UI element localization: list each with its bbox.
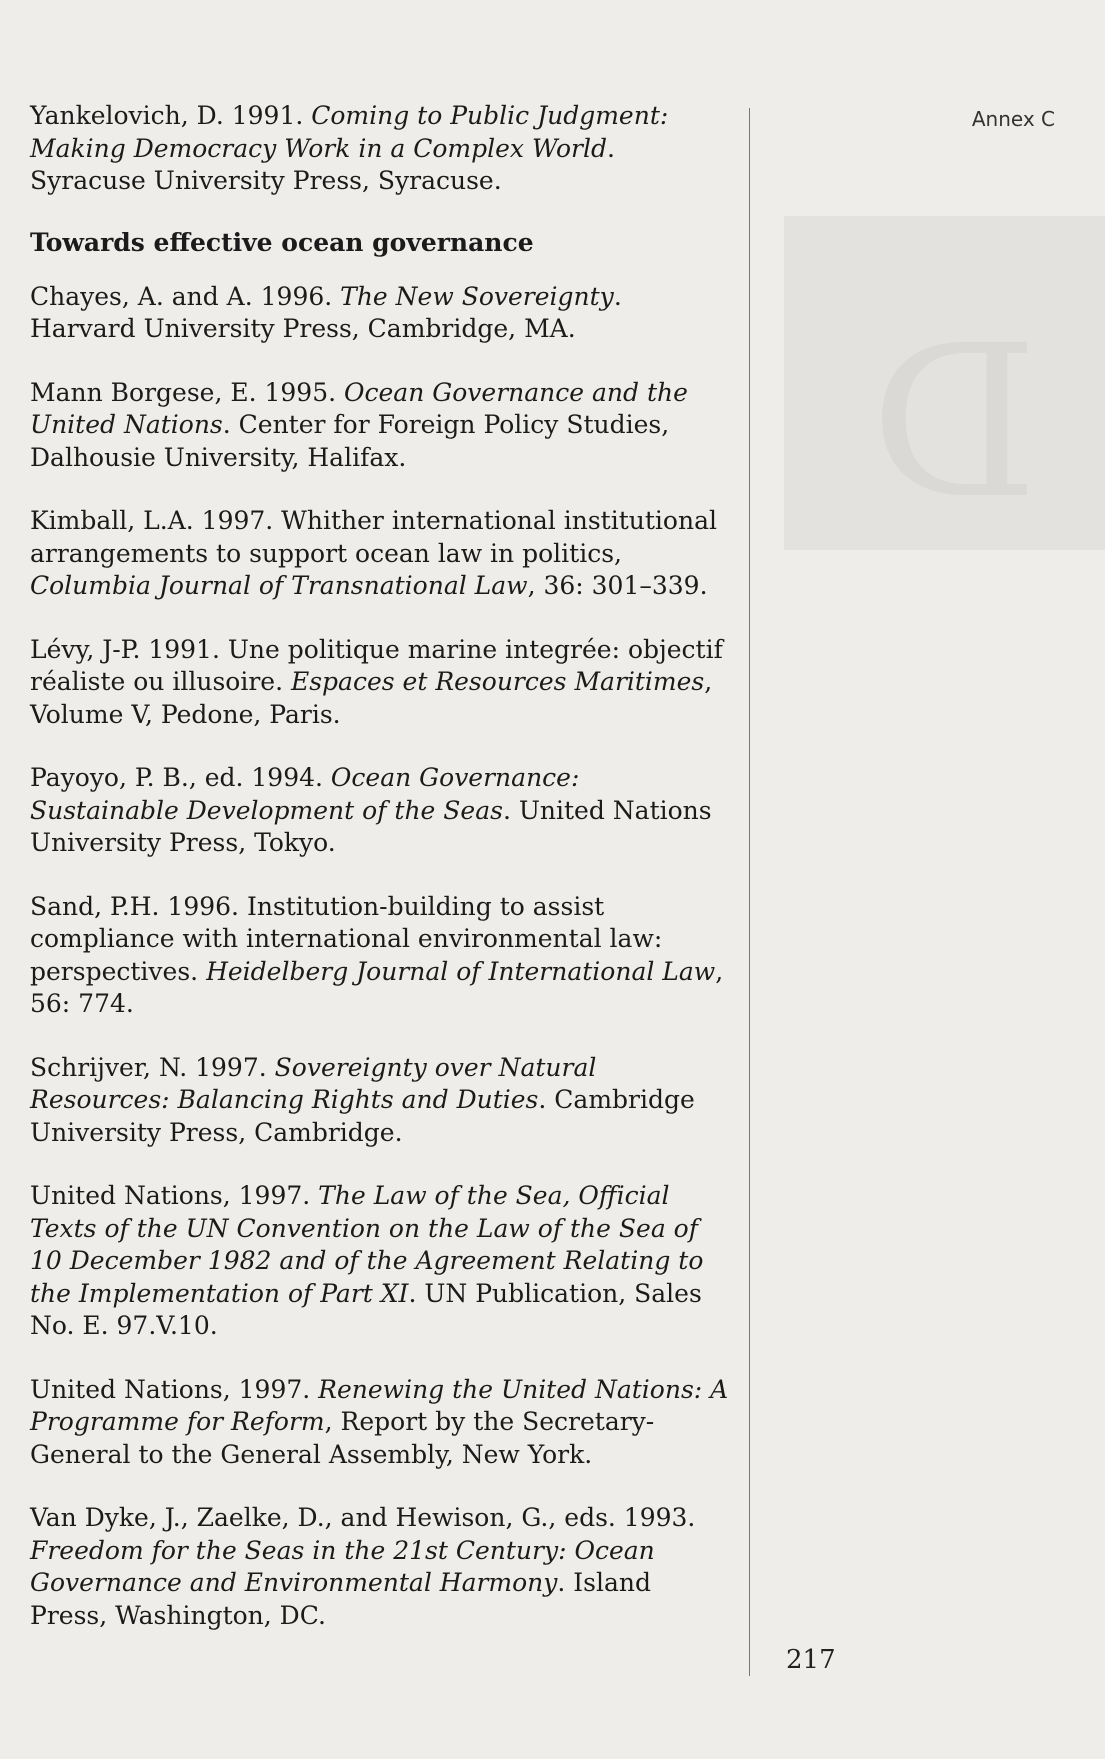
reference-publisher: , 56: 774. xyxy=(30,956,724,1018)
reference-author-year: Yankelovich, D. 1991. xyxy=(30,101,312,130)
page-number: 217 xyxy=(786,1645,836,1675)
reference-author-year: United Nations, 1997. xyxy=(30,1374,319,1404)
reference-publisher: . UN Publication, Sales No. E. 97.V.10. xyxy=(30,1278,702,1340)
reference-publisher: . Center for Foreign Policy Studies, Dalhousie University, Halifax. xyxy=(30,410,670,472)
reference-item xyxy=(30,1052,730,1150)
reference-item xyxy=(30,377,730,475)
reference-author-year: Sand, P.H. 1996. Institution-building to assist compliance with international environmental law: perspectives. xyxy=(30,891,663,986)
reference-author-year: Payoyo, P. B., ed. 1994. xyxy=(30,763,331,792)
reference-title: Coming to Public Judgment: Making Democracy Work in a Complex World xyxy=(30,101,669,163)
reference-item xyxy=(30,1180,730,1343)
reference-list xyxy=(30,100,730,1663)
reference-item xyxy=(30,1374,730,1472)
reference-publisher: . Syracuse University Press, Syracuse. xyxy=(30,133,615,195)
reference-title: Espaces et Resources Maritimes xyxy=(290,667,705,696)
reference-item xyxy=(30,505,730,603)
reference-title: Renewing the United Nations: A Programme for Reform xyxy=(30,1374,729,1436)
reference-publisher: , Volume V, Pedone, Paris. xyxy=(30,667,713,729)
reference-publisher: . Cambridge University Press, Cambridge. xyxy=(30,1085,695,1147)
reference-author-year: Kimball, L.A. 1997. Whither international institutional arrangements to support ocean law in politics, xyxy=(30,506,717,568)
reference-author-year: Mann Borgese, E. 1995. xyxy=(30,377,345,407)
reference-item xyxy=(30,891,730,1021)
reference-title: The Law of the Sea, Official Texts of the UN Convention on the Law of the Sea of 10 December 1982 and of the Agreement Relating to the Implementation of Part XI xyxy=(30,1181,704,1308)
reference-author-year: Chayes, A. and A. 1996. xyxy=(30,281,341,311)
reference-author-year: Van Dyke, J., Zaelke, D., and Hewison, G., eds. 1993. xyxy=(30,1503,696,1532)
reference-title: The New Sovereignty xyxy=(340,281,614,311)
reference-author-year: Lévy, J-P. 1991. Une politique marine integrée: objectif réaliste ou illusoire. xyxy=(30,634,723,696)
reference-item xyxy=(30,281,730,346)
reference-item xyxy=(30,762,730,860)
reference-publisher: . Harvard University Press, Cambridge, MA. xyxy=(30,281,622,343)
reference-publisher: . United Nations University Press, Tokyo. xyxy=(30,795,712,857)
reference-item xyxy=(30,100,730,198)
reference-publisher: , Report by the Secretary-General to the General Assembly, New York. xyxy=(30,1407,655,1469)
reference-item xyxy=(30,1502,730,1632)
reference-author-year: Schrijver, N. 1997. xyxy=(30,1052,275,1082)
reference-title: Heidelberg Journal of International Law xyxy=(206,956,716,986)
column-divider xyxy=(749,108,750,1676)
section-heading: Towards effective ocean governance xyxy=(30,227,534,257)
reference-title: Columbia Journal of Transnational Law xyxy=(30,571,528,600)
reference-title: Ocean Governance: Sustainable Development of the Seas xyxy=(30,763,580,825)
reference-publisher: . Island Press, Washington, DC. xyxy=(30,1568,652,1630)
reference-publisher: , 36: 301–339. xyxy=(527,571,708,600)
reference-title: Sovereignty over Natural Resources: Balancing Rights and Duties xyxy=(30,1052,597,1114)
reference-title: Ocean Governance and the United Nations xyxy=(30,377,688,439)
running-head: Annex C xyxy=(971,107,1055,131)
reference-author-year: United Nations, 1997. xyxy=(30,1181,319,1210)
reference-title: Freedom for the Seas in the 21st Century: Ocean Governance and Environmental Harmony xyxy=(30,1535,655,1597)
show-through-letter: D xyxy=(870,300,1039,545)
reference-item xyxy=(30,634,730,732)
